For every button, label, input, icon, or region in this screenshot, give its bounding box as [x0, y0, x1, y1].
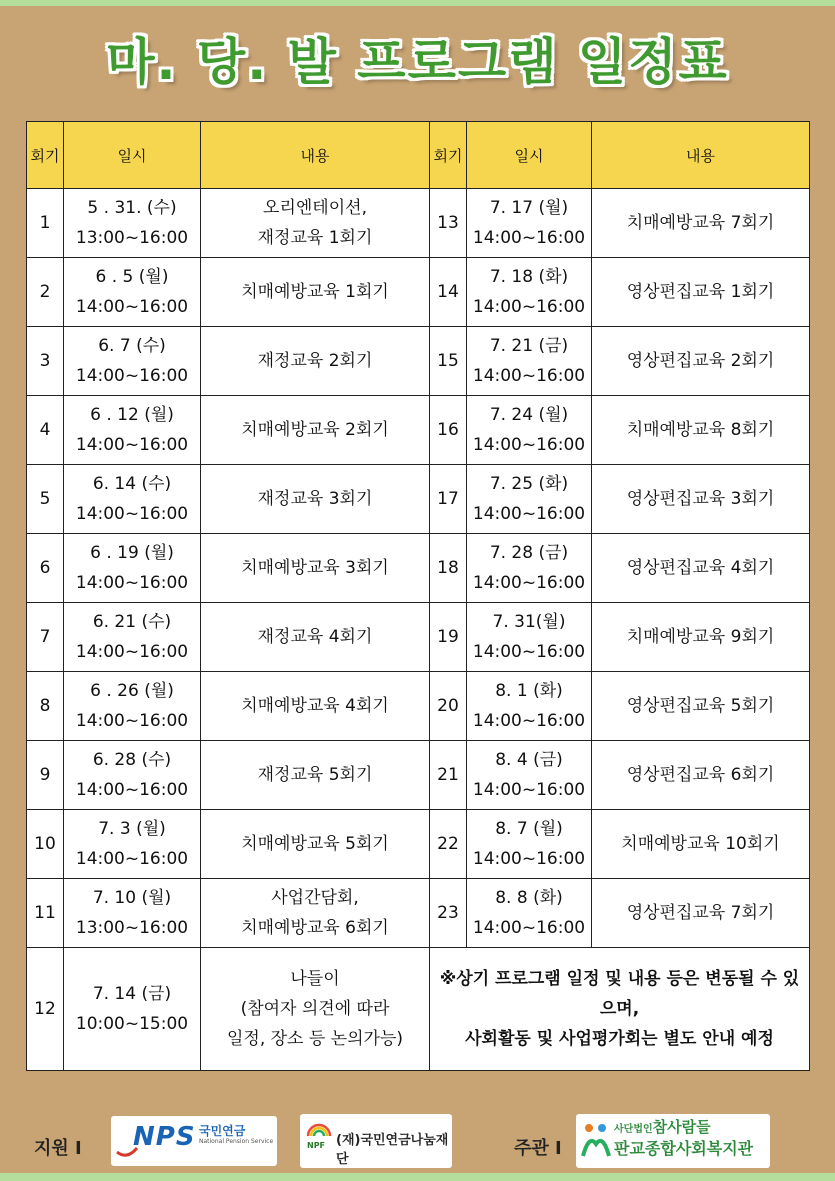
session-datetime-line: 14:00~16:00: [472, 642, 586, 662]
session-content: [201, 948, 430, 1071]
session-datetime-line: 6 . 5 (월): [95, 267, 169, 287]
host-label: 주관 I: [514, 1138, 562, 1159]
session-datetime-line: 7. 24 (월): [489, 405, 569, 425]
session-datetime-line: 7. 10 (월): [92, 888, 172, 908]
session-number: [430, 741, 467, 810]
session-datetime-line: 14:00~16:00: [472, 435, 586, 455]
session-content: [592, 672, 810, 741]
session-datetime: [64, 534, 201, 603]
notice: [430, 948, 810, 1071]
session-number: [430, 189, 467, 258]
session-datetime-line: 14:00~16:00: [75, 504, 189, 524]
session-number-line: 16: [437, 420, 459, 440]
session-datetime-line: 6 . 19 (월): [90, 543, 174, 563]
session-datetime: [64, 258, 201, 327]
session-content-line: 재정교육 1회기: [257, 228, 373, 248]
session-datetime-line: 14:00~16:00: [472, 780, 586, 800]
session-datetime-line: 14:00~16:00: [472, 228, 586, 248]
session-content-line: 치매예방교육 5회기: [241, 834, 389, 854]
session-datetime: [64, 396, 201, 465]
session-datetime: [467, 396, 592, 465]
session-datetime-line: 5 . 31. (수): [87, 198, 177, 218]
session-number-line: 17: [437, 489, 459, 509]
session-datetime: [64, 465, 201, 534]
session-content-line: 치매예방교육 8회기: [626, 420, 775, 440]
support-label: 지원 I: [34, 1138, 82, 1159]
session-content: [201, 258, 430, 327]
session-number: [430, 603, 467, 672]
session-content-line: 일정, 장소 등 논의가능): [226, 1029, 404, 1049]
session-content-line: 치매예방교육 2회기: [241, 420, 389, 440]
session-datetime: [64, 879, 201, 948]
session-number: [430, 396, 467, 465]
session-content: [201, 396, 430, 465]
session-datetime: [467, 534, 592, 603]
session-datetime: [467, 465, 592, 534]
table-row: [27, 672, 810, 741]
session-datetime-line: 8. 1 (화): [495, 681, 563, 701]
npf-rainbow-icon: [306, 1120, 332, 1154]
session-datetime: [467, 189, 592, 258]
header-content: 내용: [592, 122, 810, 189]
session-content: [201, 810, 430, 879]
session-datetime: [64, 810, 201, 879]
session-number: [27, 879, 64, 948]
header-session: 회기: [27, 122, 64, 189]
session-content: [592, 741, 810, 810]
session-content: [592, 396, 810, 465]
npf-name: (재)국민연금나눔재단: [336, 1133, 449, 1167]
session-datetime-line: 14:00~16:00: [75, 849, 189, 869]
host-logo: [576, 1114, 770, 1168]
session-number-line: 7: [39, 627, 51, 647]
session-datetime-line: 6. 28 (수): [92, 750, 172, 770]
session-number: [27, 327, 64, 396]
table-row: [27, 603, 810, 672]
session-content-line: 재정교육 4회기: [257, 627, 373, 647]
session-datetime-line: 7. 28 (금): [489, 543, 569, 563]
session-datetime: [467, 741, 592, 810]
session-datetime-line: 8. 4 (금): [495, 750, 563, 770]
session-number: [27, 810, 64, 879]
session-datetime-line: 7. 21 (금): [489, 336, 569, 356]
session-datetime-line: 14:00~16:00: [472, 504, 586, 524]
table-row: [27, 879, 810, 948]
session-datetime-line: 14:00~16:00: [472, 573, 586, 593]
session-datetime-line: 6 . 26 (월): [90, 681, 174, 701]
session-content: [592, 327, 810, 396]
session-datetime-line: 14:00~16:00: [75, 711, 189, 731]
session-content: [592, 465, 810, 534]
session-number: [430, 810, 467, 879]
session-datetime-line: 8. 8 (화): [495, 888, 563, 908]
session-content-line: 영상편집교육 4회기: [626, 558, 775, 578]
session-number: [27, 741, 64, 810]
session-number-line: 20: [437, 696, 459, 716]
session-number-line: 18: [437, 558, 459, 578]
session-datetime: [64, 327, 201, 396]
table-row: [27, 189, 810, 258]
session-datetime-line: 6. 14 (수): [92, 474, 172, 494]
session-datetime: [467, 879, 592, 948]
session-datetime-line: 10:00~15:00: [75, 1014, 189, 1034]
session-number-line: 2: [39, 282, 51, 302]
npf-logo: [300, 1114, 452, 1168]
host-center-name: 판교종합사회복지관: [614, 1139, 754, 1158]
session-datetime: [64, 948, 201, 1071]
table-row: [27, 396, 810, 465]
table-row: [27, 258, 810, 327]
host-org-type: 사단법인: [614, 1124, 653, 1135]
session-number-line: 1: [39, 213, 51, 233]
host-org-name: 참사람들: [652, 1118, 711, 1136]
session-number-line: 12: [34, 999, 56, 1019]
notice-line: 사회활동 및 사업평가회는 별도 안내 예정: [465, 1029, 774, 1049]
session-datetime: [64, 189, 201, 258]
session-content: [201, 741, 430, 810]
header-session: 회기: [430, 122, 467, 189]
session-number-line: 4: [39, 420, 51, 440]
top-accent-bar: [0, 0, 835, 6]
session-number: [27, 396, 64, 465]
session-content-line: (참여자 의견에 따라: [240, 999, 390, 1019]
host-org-top: [614, 1116, 711, 1137]
table-row: [27, 948, 810, 1071]
session-datetime: [467, 672, 592, 741]
session-number: [430, 534, 467, 603]
session-datetime-line: 14:00~16:00: [472, 918, 586, 938]
session-datetime: [64, 672, 201, 741]
session-datetime-line: 6. 7 (수): [98, 336, 166, 356]
session-number: [27, 672, 64, 741]
session-content: [201, 327, 430, 396]
session-number: [27, 465, 64, 534]
session-number-line: 11: [34, 903, 56, 923]
session-content: [201, 465, 430, 534]
session-content-line: 재정교육 3회기: [257, 489, 373, 509]
session-content-line: 치매예방교육 4회기: [241, 696, 389, 716]
nps-korean-name: 국민연금: [199, 1124, 246, 1138]
session-content: [592, 879, 810, 948]
session-number-line: 21: [437, 765, 459, 785]
session-number-line: 13: [437, 213, 459, 233]
session-number-line: 8: [39, 696, 51, 716]
table-row: [27, 327, 810, 396]
session-datetime-line: 8. 7 (월): [495, 819, 563, 839]
bottom-accent-bar: [0, 1173, 835, 1181]
session-number-line: 9: [39, 765, 51, 785]
session-content: [592, 534, 810, 603]
session-datetime: [467, 258, 592, 327]
session-content-line: 영상편집교육 1회기: [626, 282, 775, 302]
session-content: [592, 189, 810, 258]
session-number-line: 5: [39, 489, 51, 509]
session-datetime-line: 14:00~16:00: [472, 366, 586, 386]
page-title: 마. 당. 발 프로그램 일정표: [106, 33, 729, 91]
session-number-line: 19: [437, 627, 459, 647]
session-datetime-line: 7. 25 (화): [489, 474, 569, 494]
session-number: [430, 465, 467, 534]
session-datetime: [467, 327, 592, 396]
session-datetime-line: 13:00~16:00: [75, 228, 189, 248]
session-number: [430, 672, 467, 741]
session-content-line: 치매예방교육 9회기: [626, 627, 775, 647]
session-datetime-line: 7. 3 (월): [98, 819, 166, 839]
session-datetime-line: 14:00~16:00: [472, 711, 586, 731]
session-number: [27, 189, 64, 258]
table-row: [27, 465, 810, 534]
session-number: [27, 603, 64, 672]
session-content: [592, 810, 810, 879]
session-datetime-line: 7. 14 (금): [92, 984, 172, 1004]
session-content-line: 치매예방교육 1회기: [241, 282, 389, 302]
session-number-line: 15: [437, 351, 459, 371]
footer: [0, 1112, 835, 1172]
session-datetime-line: 14:00~16:00: [75, 573, 189, 593]
session-content-line: 치매예방교육 7회기: [626, 213, 775, 233]
session-number: [430, 258, 467, 327]
session-number-line: 22: [437, 834, 459, 854]
session-datetime-line: 13:00~16:00: [75, 918, 189, 938]
session-content-line: 영상편집교육 5회기: [626, 696, 775, 716]
session-datetime: [64, 603, 201, 672]
table-header-row: [27, 122, 810, 189]
people-icon: [580, 1120, 612, 1162]
session-content-line: 치매예방교육 3회기: [241, 558, 389, 578]
session-content-line: 영상편집교육 2회기: [626, 351, 775, 371]
table-row: [27, 810, 810, 879]
session-number: [27, 948, 64, 1071]
session-datetime-line: 14:00~16:00: [472, 849, 586, 869]
session-content: [201, 672, 430, 741]
session-content-line: 영상편집교육 3회기: [626, 489, 775, 509]
schedule-table: [26, 121, 810, 1071]
session-datetime-line: 6 . 12 (월): [90, 405, 174, 425]
session-content: [592, 603, 810, 672]
notice-line: ※상기 프로그램 일정 및 내용 등은 변동될 수 있: [439, 969, 800, 989]
session-content-line: 재정교육 5회기: [257, 765, 373, 785]
session-datetime-line: 14:00~16:00: [75, 435, 189, 455]
session-datetime-line: 6. 21 (수): [92, 612, 172, 632]
session-datetime-line: 14:00~16:00: [75, 780, 189, 800]
session-number-line: 23: [437, 903, 459, 923]
header-datetime: 일시: [64, 122, 201, 189]
session-datetime-line: 7. 31(월): [492, 612, 566, 632]
session-content: [201, 603, 430, 672]
notice-line: 으며,: [599, 999, 640, 1019]
session-datetime-line: 14:00~16:00: [472, 297, 586, 317]
session-number-line: 14: [437, 282, 459, 302]
session-number-line: 6: [39, 558, 51, 578]
session-content-line: 오리엔테이션,: [263, 198, 367, 218]
nps-logo: [111, 1116, 277, 1166]
session-content: [592, 258, 810, 327]
header-datetime: 일시: [467, 122, 592, 189]
session-content-line: 사업간담회,: [271, 888, 359, 908]
session-content: [201, 879, 430, 948]
session-datetime-line: 14:00~16:00: [75, 642, 189, 662]
session-content-line: 치매예방교육 6회기: [241, 918, 389, 938]
session-number: [430, 879, 467, 948]
session-datetime-line: 7. 17 (월): [489, 198, 569, 218]
session-datetime-line: 14:00~16:00: [75, 297, 189, 317]
session-number-line: 3: [39, 351, 51, 371]
session-datetime-line: 14:00~16:00: [75, 366, 189, 386]
session-number: [27, 534, 64, 603]
session-content-line: 재정교육 2회기: [257, 351, 373, 371]
session-content-line: 영상편집교육 6회기: [626, 765, 775, 785]
session-datetime: [467, 810, 592, 879]
session-datetime: [467, 603, 592, 672]
nps-wordmark: NPS: [133, 1122, 196, 1152]
session-content: [201, 189, 430, 258]
session-number: [27, 258, 64, 327]
session-number-line: 10: [34, 834, 56, 854]
table-row: [27, 534, 810, 603]
session-content: [201, 534, 430, 603]
session-content-line: 영상편집교육 7회기: [626, 903, 775, 923]
session-datetime-line: 7. 18 (화): [489, 267, 569, 287]
npf-wordmark: NPF: [307, 1141, 326, 1150]
session-number: [430, 327, 467, 396]
session-content-line: 나들이: [290, 969, 340, 989]
table-row: [27, 741, 810, 810]
header-content: 내용: [201, 122, 430, 189]
session-content-line: 치매예방교육 10회기: [621, 834, 780, 854]
session-datetime: [64, 741, 201, 810]
nps-english-name: National Pension Service: [199, 1138, 274, 1145]
